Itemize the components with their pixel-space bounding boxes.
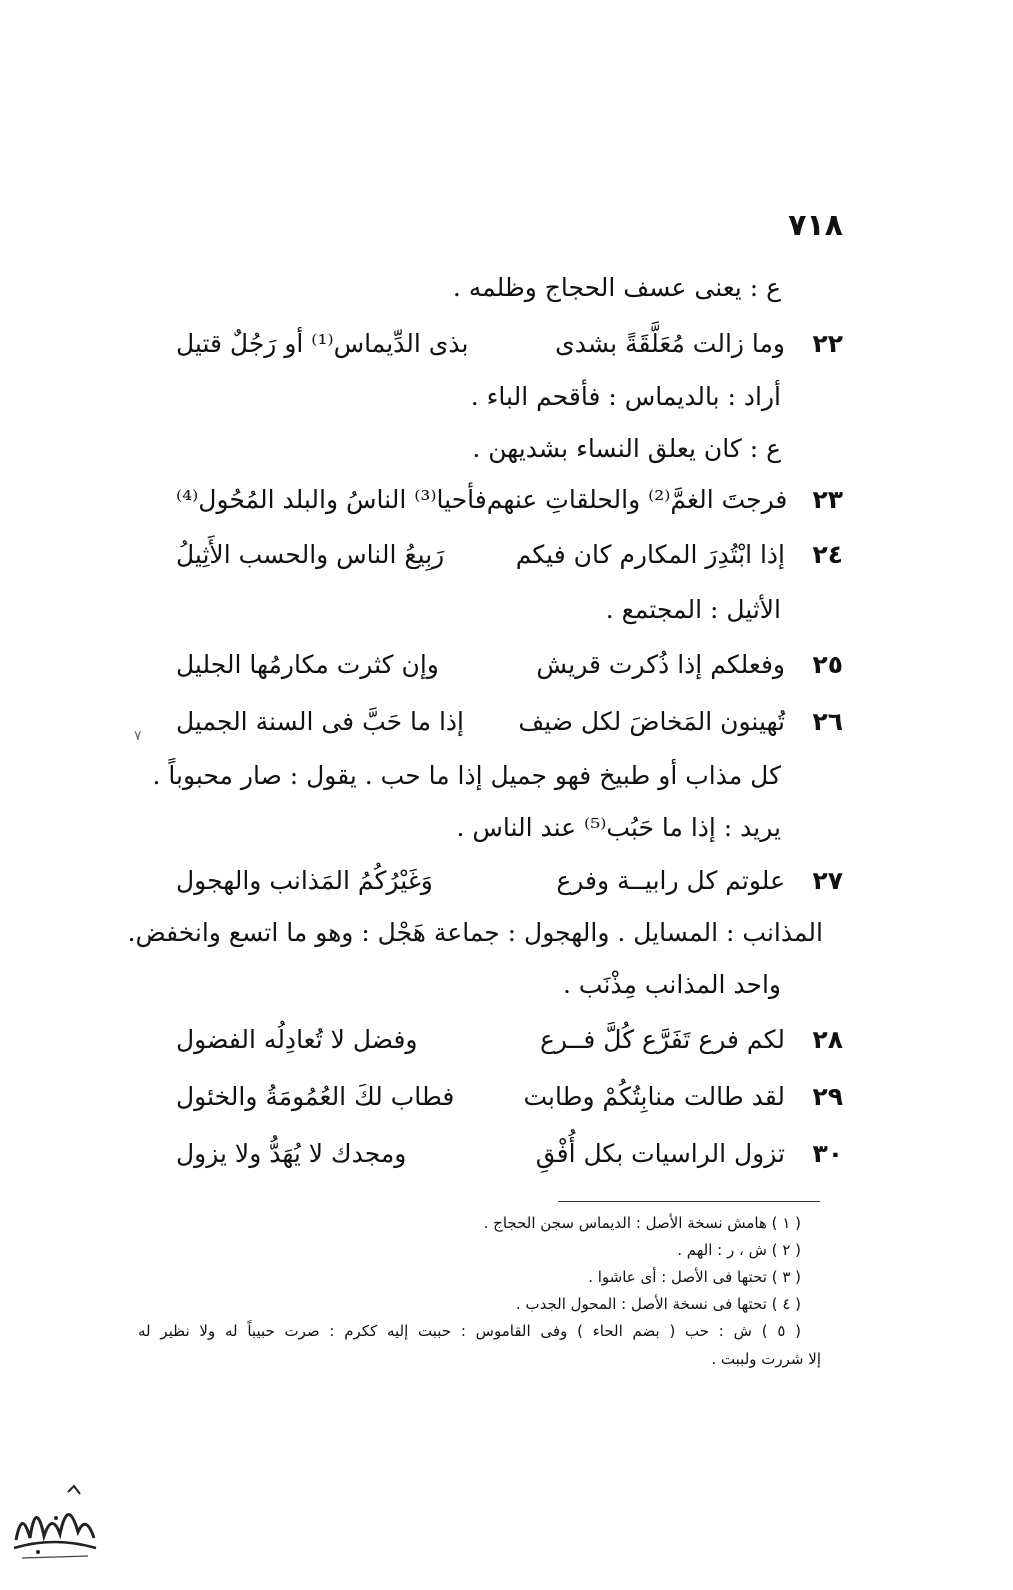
verse-first-hemistich: لكم فرع تَفَرَّع كُلَّ فــرع [540,1025,785,1054]
footnote-3: ( ٣ ) تحتها فى الأصل : أى عاشوا . [588,1268,801,1286]
verse-24 [176,535,843,575]
commentary-line: كل مذاب أو طبيخ فهو جميل إذا ما حب . يقول : صار محبوباً . [152,761,781,790]
commentary-line: ع : يعنى عسف الحجاج وظلمه . [452,273,781,302]
verse-first-hemistich: تُهينون المَخاضَ لكل ضيف [518,707,785,736]
verse-second-hemistich: وَغَيْرُكُمُ المَذانب والهجول [176,866,433,895]
footnote-divider [558,1201,820,1202]
verse-second-hemistich: ومجدك لا يُهَدُّ ولا يزول [176,1139,407,1168]
margin-marker: ٧ [134,728,142,744]
verse-first-hemistich: وما زالت مُعَلَّقَةً بشدى [555,329,785,358]
library-stamp-logo [8,1478,100,1566]
verse-number: ٢٦ [812,707,843,736]
commentary-line: واحد المذانب مِذْنَب . [563,970,781,999]
verse-second-hemistich: وإن كثرت مكارمُها الجليل [176,650,439,679]
commentary-line: الأثيل : المجتمع . [605,595,781,624]
verse-second-hemistich: وفضل لا تُعادِلُه الفضول [176,1025,418,1054]
verse-25 [176,645,843,685]
verse-28 [176,1020,843,1060]
commentary-line: ع : كان يعلق النساء بشديهن . [472,434,781,463]
verse-22 [176,324,843,364]
footnote-1: ( ١ ) هامش نسخة الأصل : الديماس سجن الحجاج . [483,1214,801,1232]
verse-number: ٢٢ [812,329,843,358]
verse-number: ٢٤ [812,540,843,569]
verse-23 [176,480,843,520]
verse-second-hemistich: فأحيا⁽³⁾ الناسُ والبلد المُحُول⁽⁴⁾ [176,485,487,514]
verse-first-hemistich: علوتم كل رابيــة وفرع [556,866,785,895]
verse-second-hemistich: إذا ما حَبَّ فى السنة الجميل [176,707,465,736]
verse-number: ٢٩ [812,1082,843,1111]
verse-30 [176,1134,843,1174]
verse-number: ٢٨ [812,1025,843,1054]
verse-number: ٢٥ [812,650,843,679]
verse-second-hemistich: فطاب لكَ العُمُومَةُ والخئول [176,1082,455,1111]
commentary-line: أراد : بالديماس : فأقحم الباء . [470,382,781,411]
verse-second-hemistich: بذى الدِّيماس⁽¹⁾ أو رَجُلٌ قتيل [176,329,469,358]
verse-first-hemistich: لقد طالت منابِتُكُمْ وطابت [523,1082,785,1111]
verse-first-hemistich: فرجتَ الغمَّ⁽²⁾ والحلقاتِ عنهم [486,485,788,514]
commentary-line: المذانب : المسايل . والهجول : جماعة هَجْل : وهو ما اتسع وانخفض. [127,918,823,947]
verse-26 [176,702,843,742]
commentary-line: يريد : إذا ما حَبُب⁽⁵⁾ عند الناس . [456,813,781,842]
verse-first-hemistich: وفعلكم إذا ذُكرت قريش [536,650,785,679]
page-number: ٧١٨ [788,208,843,243]
verse-number: ٢٣ [812,485,843,514]
verse-second-hemistich: رَبِيعُ الناس والحسب الأَثِيلُ [176,540,445,569]
verse-first-hemistich: إذا ابْتُدِرَ المكارم كان فيكم [515,540,785,569]
verse-29 [176,1077,843,1117]
verse-27 [176,861,843,901]
footnote-2: ( ٢ ) ش ، ر : الهم . [677,1241,801,1259]
footnote-5: ( ٥ ) ش : حب ( بضم الحاء ) وفى القاموس : حببت إليه ككرم : صرت حبيباً له ولا نظير له [138,1322,801,1340]
verse-first-hemistich: تزول الراسيات بكل أُفْقِ [535,1139,785,1168]
footnote-4: ( ٤ ) تحتها فى نسخة الأصل : المحول الجدب . [515,1295,801,1313]
footnote-5-continuation: إلا شررت ولببت . [711,1350,821,1368]
verse-number: ٢٧ [812,866,843,895]
verse-number: ٣٠ [812,1139,843,1168]
